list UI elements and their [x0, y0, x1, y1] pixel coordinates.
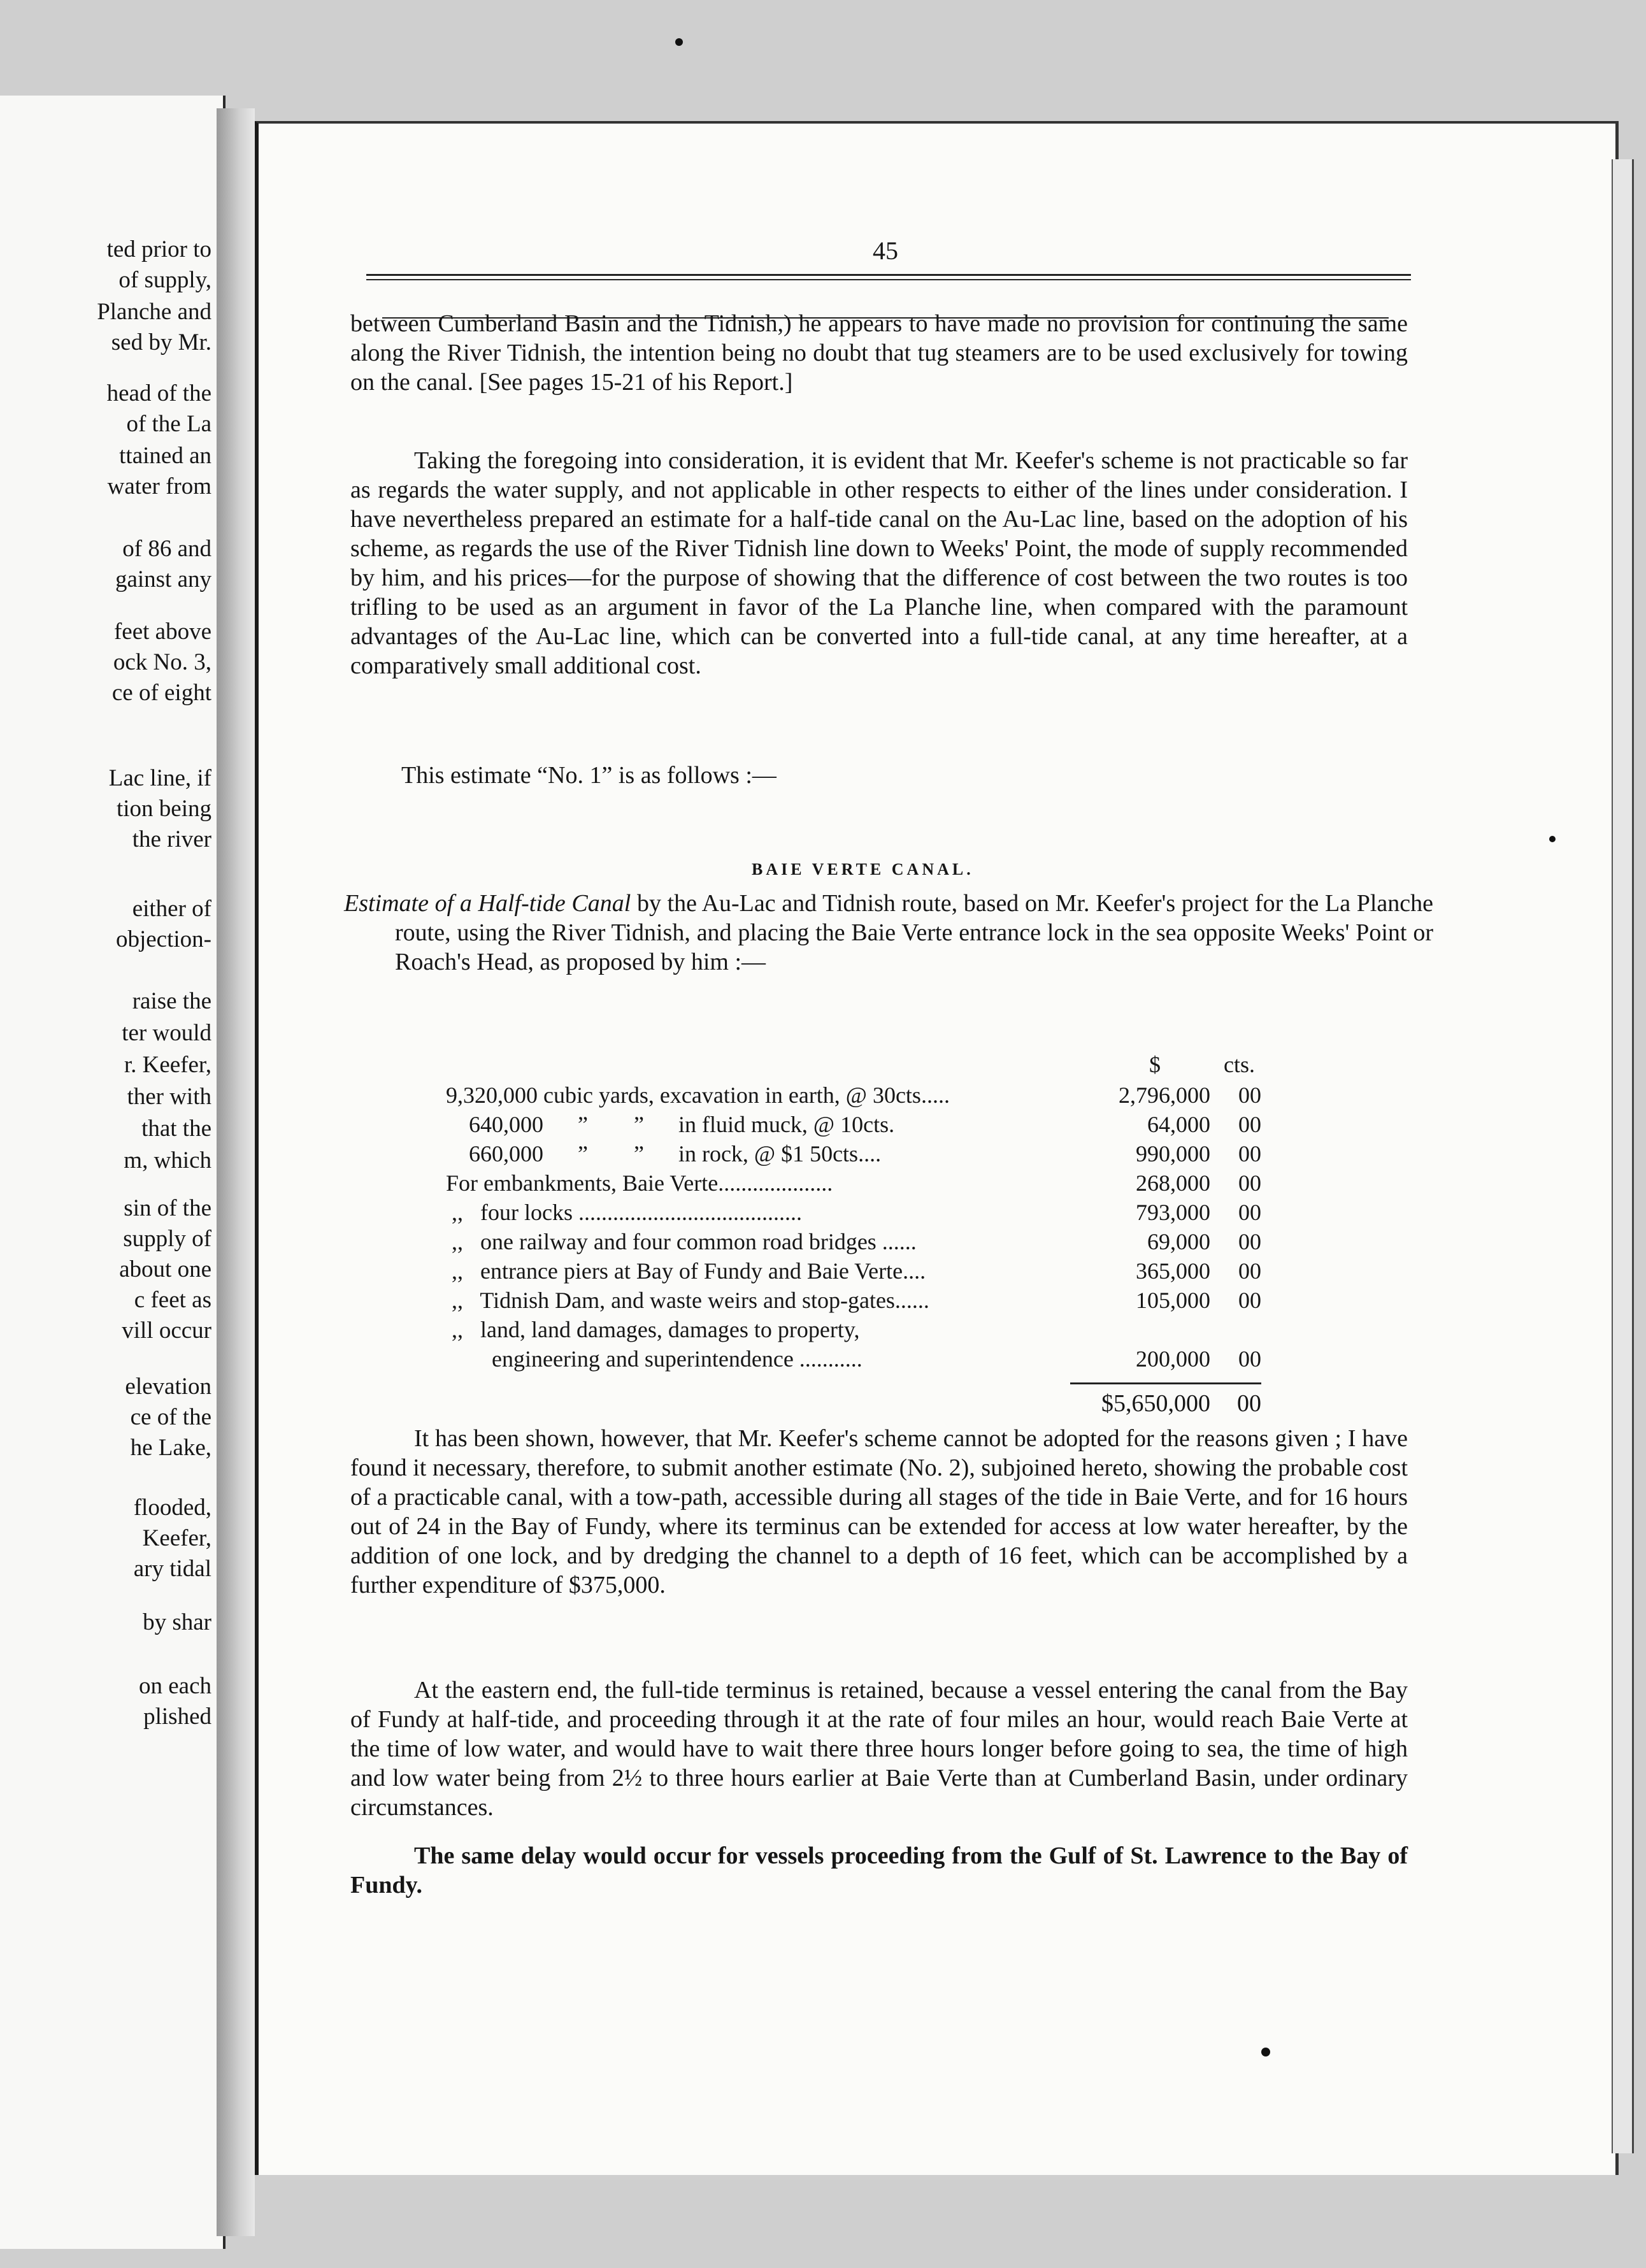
cost-amount: 64,000 — [1147, 1112, 1210, 1137]
cost-item: ,, entrance piers at Bay of Fundy and Baie Verte.... — [446, 1258, 926, 1284]
book-gutter — [217, 108, 255, 2236]
left-page-line: supply of — [123, 1226, 211, 1252]
left-page-line: on each — [138, 1673, 211, 1699]
cost-row — [446, 1227, 1261, 1256]
cost-cents: 00 — [1238, 1346, 1261, 1372]
page-edge — [1612, 159, 1634, 2153]
left-page-line: ter would — [122, 1020, 211, 1046]
cost-cents: 00 — [1238, 1170, 1261, 1196]
cost-cents: 00 — [1238, 1082, 1261, 1108]
left-page-line: sin of the — [124, 1195, 211, 1221]
cost-table-header — [446, 1051, 1261, 1078]
left-page-line: gainst any — [115, 566, 211, 592]
left-page-line: the river — [132, 826, 211, 852]
left-page-line: ock No. 3, — [113, 649, 211, 675]
cost-cents: 00 — [1238, 1288, 1261, 1313]
left-page-line: by shar — [143, 1609, 211, 1635]
cost-row — [446, 1344, 1261, 1374]
left-page-line: plished — [143, 1704, 211, 1730]
estimate-title — [344, 889, 1433, 977]
cost-amount: 793,000 — [1136, 1200, 1210, 1225]
left-page-line: objection- — [115, 926, 211, 952]
left-page-line: raise the — [132, 988, 211, 1014]
cost-item: ,, four locks ....................................... — [446, 1200, 802, 1225]
total-cents: 00 — [1237, 1390, 1261, 1417]
left-page-line: either of — [132, 896, 211, 922]
cost-item: ,, one railway and four common road bridges ...... — [446, 1229, 917, 1254]
cost-item: engineering and superintendence ........... — [446, 1346, 862, 1372]
left-page-line: ce of the — [130, 1404, 211, 1430]
paragraph-continuation: between Cumberland Basin and the Tidnish,) he appears to have made no provision for continuing the same along the River Tidnish, the intention being no doubt that tug steamers are to be used exclusively for towing on the canal. [See pages 15-21 of his Report.] — [350, 310, 1408, 396]
left-page-line: about one — [119, 1256, 211, 1282]
cost-cents: 00 — [1238, 1229, 1261, 1254]
cost-item: 660,000 ” ” in rock, @ $1 50cts.... — [446, 1141, 882, 1166]
left-page-line: ttained an — [119, 443, 211, 469]
cost-amount: 990,000 — [1136, 1141, 1210, 1166]
cost-total-row — [446, 1389, 1261, 1418]
left-page-line: sed by Mr. — [111, 329, 211, 355]
left-page-line: r. Keefer, — [124, 1052, 211, 1078]
left-page-line: Planche and — [97, 299, 211, 325]
cost-amount: 105,000 — [1136, 1288, 1210, 1313]
cost-amount: 200,000 — [1136, 1346, 1210, 1372]
estimate-title-italic: Estimate of a Half-tide Canal — [344, 890, 631, 917]
cost-item: For embankments, Baie Verte.................... — [446, 1170, 833, 1196]
speck — [675, 38, 683, 46]
cents-column-header: cts. — [1224, 1052, 1255, 1077]
left-page-line: elevation — [125, 1374, 211, 1400]
paragraph-keefer-scheme: It has been shown, however, that Mr. Keefer's scheme cannot be adopted for the reasons given ; I have found it necessary, therefore, to submit another estimate (No. 2), subjoined hereto, showing the probable cost of a practicable canal, with a tow-path, accessible during all stages of the tide in Baie Verte, and for 16 hours out of 24 in the Bay of Fundy, where its terminus can be extended for access at low water hereafter, by the addition of one lock, and by dredging the channel to a depth of 16 feet, which can be accomplished by a further expenditure of $375,000. — [350, 1425, 1408, 1598]
left-page-line: head of the — [106, 380, 211, 406]
cost-cents: 00 — [1238, 1112, 1261, 1137]
dollar-column-header: $ — [1149, 1052, 1161, 1077]
header-rule — [366, 274, 1411, 276]
cost-item: ,, land, land damages, damages to property, — [446, 1317, 860, 1342]
cost-amount: 69,000 — [1147, 1229, 1210, 1254]
left-page-line: Keefer, — [142, 1525, 211, 1551]
cost-item: ,, Tidnish Dam, and waste weirs and stop-gates...... — [446, 1288, 929, 1313]
left-page-line: ary tidal — [133, 1556, 211, 1582]
cost-cents: 00 — [1238, 1258, 1261, 1284]
cost-row — [446, 1168, 1261, 1198]
estimate-title-text: by the Au-Lac and Tidnish route, based on Mr. Keefer's project for the La Planche route, using the River Tidnish, and placing the Baie Verte entrance lock in the sea opposite Weeks' Point or Roach's Head, as proposed by him :— — [395, 890, 1434, 975]
left-page-line: ce of eight — [111, 680, 211, 706]
estimate-intro: This estimate “No. 1” is as follows :— — [401, 762, 776, 789]
left-page-line: of supply, — [118, 267, 211, 293]
section-heading: BAIE VERTE CANAL. — [752, 860, 974, 879]
cost-row — [446, 1080, 1261, 1110]
left-page-line: Lac line, if — [108, 765, 211, 791]
left-page-line: vill occur — [122, 1317, 211, 1344]
left-page-line: he Lake, — [130, 1435, 211, 1461]
cost-amount: 365,000 — [1136, 1258, 1210, 1284]
cost-row — [446, 1198, 1261, 1227]
page-number: 45 — [873, 236, 898, 265]
cost-row — [446, 1139, 1261, 1168]
speck — [1549, 836, 1556, 842]
cost-table-rows — [446, 1080, 1261, 1374]
left-page-line: flooded, — [133, 1495, 211, 1521]
left-page-line: ted prior to — [106, 236, 211, 262]
left-page-line: ther with — [127, 1084, 211, 1110]
cost-row — [446, 1256, 1261, 1286]
cost-cents: 00 — [1238, 1141, 1261, 1166]
cost-amount: 268,000 — [1136, 1170, 1210, 1196]
cost-row — [446, 1286, 1261, 1315]
cost-cents: 00 — [1238, 1200, 1261, 1225]
paragraph-foregoing: Taking the foregoing into consideration, it is evident that Mr. Keefer's scheme is not practicable so far as regards the water supply, and not applicable in other respects to either of the lines under consideration. I have nevertheless prepared an estimate for a half-tide canal on the Au-Lac line, based on the adoption of his scheme, as regards the use of the River Tidnish line down to Weeks' Point, the mode of supply recommended by him, and his prices—for the purpose of showing that the difference of cost between the two routes is too trifling to be used as an argument in favor of the La Planche line, when compared with the paramount advantages of the Au-Lac line, which can be converted into a full-tide canal, at any time hereafter, at a comparatively small additional cost. — [350, 447, 1408, 679]
left-page — [0, 96, 225, 2249]
left-page-line: of 86 and — [122, 536, 211, 562]
left-page-line: c feet as — [134, 1287, 211, 1313]
cost-table — [446, 1051, 1261, 1418]
speck — [1261, 2048, 1270, 2056]
cost-item: 640,000 ” ” in fluid muck, @ 10cts. — [446, 1112, 895, 1137]
paragraph-same-delay: The same delay would occur for vessels proceeding from the Gulf of St. Lawrence to the Bay of Fundy. — [350, 1842, 1408, 1898]
header-rule-double — [366, 279, 1411, 280]
cost-amount: 2,796,000 — [1119, 1082, 1210, 1108]
left-page-line: m, which — [124, 1147, 211, 1173]
total-rule — [1070, 1382, 1261, 1384]
left-page-line: of the La — [126, 411, 211, 437]
left-page-line: water from — [107, 473, 211, 499]
total-amount: $5,650,000 — [1101, 1390, 1210, 1417]
left-page-line: tion being — [116, 796, 211, 822]
cost-item: 9,320,000 cubic yards, excavation in earth, @ 30cts..... — [446, 1082, 950, 1108]
cost-row — [446, 1315, 1261, 1344]
cost-row — [446, 1110, 1261, 1139]
left-page-line: feet above — [113, 619, 211, 645]
left-page-line: that the — [141, 1116, 211, 1142]
paragraph-eastern-end: At the eastern end, the full-tide terminus is retained, because a vessel entering the canal from the Bay of Fundy at half-tide, and proceeding through it at the rate of four miles an hour, would reach Baie Verte at the time of low water, and would have to wait there three hours longer before going to sea, the time of high and low water being from 2½ to three hours earlier at Baie Verte than at Cumberland Basin, under ordinary circumstances. — [350, 1677, 1408, 1821]
